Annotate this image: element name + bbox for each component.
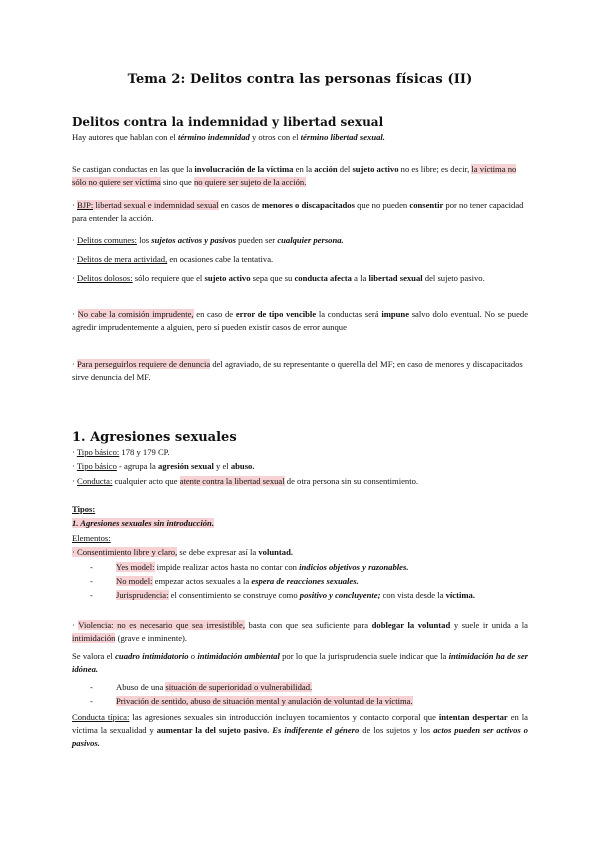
definition-paragraph: Se castigan conductas en las que la involucración de la víctima en la acción del sujeto activo no es libre; es decir, la víctima no sólo no quiere ser víctima sino que no quiere ser sujeto de la acción. bbox=[72, 164, 517, 187]
section-heading-agresiones: 1. Agresiones sexuales bbox=[72, 430, 237, 445]
bjp-paragraph: · BJP: libertad sexual e indemnidad sexual en casos de menores o discapacitados que no pueden consentir por no tener capacidad para entender la acción. bbox=[72, 200, 524, 223]
tipo-basico-2: · Tipo básico - agrupa la agresión sexual y el abuso. bbox=[72, 461, 255, 471]
consentimiento-paragraph: · Consentimiento libre y claro, se debe expresar así la voluntad. bbox=[72, 547, 294, 557]
subtype-heading: 1. Agresiones sexuales sin introducción. bbox=[72, 518, 214, 528]
intro-paragraph: Hay autores que hablan con el término indemnidad y otros con el término libertad sexual. bbox=[72, 132, 385, 142]
imprudente-paragraph: · No cabe la comisión imprudente, en caso de error de tipo vencible la conductas será impune salvo dolo eventual. No se puede agredir imprudentemente a alguien, pero sí pueden existir casos de error aunque bbox=[72, 309, 529, 332]
list-item-jurisprudencia: - Jurisprudencia: el consentimiento se construye como positivo y concluyente; con vista desde la víctima. bbox=[90, 590, 475, 600]
delitos-comunes-paragraph: · Delitos comunes: los sujetos activos y pasivos pueden ser cualquier persona. bbox=[72, 235, 344, 245]
delitos-dolosos-paragraph: · Delitos dolosos: sólo requiere que el sujeto activo sepa que su conducta afecta a la libertad sexual del sujeto pasivo. bbox=[72, 273, 485, 283]
section-heading-delitos: Delitos contra la indemnidad y libertad sexual bbox=[72, 115, 384, 129]
tipos-heading: Tipos: bbox=[72, 504, 96, 514]
denuncia-paragraph: · Para perseguirlos requiere de denuncia del agraviado, de su representante o querella del MF; en caso de menores y discapacitados sirve denuncia del MF. bbox=[72, 359, 523, 382]
document-page: Tema 2: Delitos contra las personas físicas (II) Delitos contra la indemnidad y libertad sexual Hay autores que hablan con el término indemnidad y otros con el término libertad sexual. Se castigan conductas en las que la involucración de la víctima en la acción del sujeto activo no es libre; es decir, la víctima no sólo no quiere ser víctima sino que no quiere ser sujeto de la acción. · BJP: libertad sexual e indemnidad sexual en casos de menores o discapacitados que no pueden consentir por no tener capacidad para entender la acción. · Delitos comunes: los sujetos activos y pasivos pueden ser cualquier persona. · Delitos de mera actividad, en ocasiones cabe la tentativa. · Delitos dolosos: sólo requiere que el sujeto activo sepa que su conducta afecta a la libertad sexual del sujeto pasivo. · No cabe la comisión imprudente, en caso de error de tipo vencible la conductas será impune salvo dolo eventual. No se puede agredir imprudentemente a alguien, pero sí pueden existir casos de error aunque · Para perseguirlos requiere de denuncia del agraviado, de su representante o querella del MF; en caso de menores y discapacitados sirve denuncia del MF. 1. Agresiones sexuales · Tipo básico: 178 y 179 CP. · Tipo básico - agrupa la agresión sexual y el abuso. · Conducta: cualquier acto que atente contra la libertad sexual de otra persona sin su consentimiento. Tipos: 1. Agresiones sexuales sin introducción. Elementos: · Consentimiento libre y claro, se debe expresar así la voluntad. - Yes model: impide realizar actos hasta no contar con indicios objetivos y razonables. - No model: empezar actos sexuales a la espera de reacciones sexuales. - Jurisprudencia: el consentimiento se construye como positivo y concluyente; con vista desde la víctima. · Violencia: no es necesario que sea irresistible, basta con que sea suficiente para doblegar la voluntad y suele ir unida a la intimidación (grave e inminente). Se valora el cuadro intimidatorio o intimidación ambiental por lo que la jurisprudencia suele indicar que la intimidación ha de ser idónea. - Abuso de una situación de superioridad o vulnerabilidad. - Privación de sentido, abuso de situación mental y anulación de voluntad de la víctima. Conducta típica: las agresiones sexuales sin introducción incluyen tocamientos y contacto corporal que intentan despertar en la víctima la sexualidad y aumentar la del sujeto pasivo. Es indiferente el género de los sujetos y los actos pueden ser activos o pasivos. bbox=[0, 0, 600, 848]
conducta-tipica-paragraph: Conducta típica: las agresiones sexuales sin introducción incluyen tocamientos y contacto corporal que intentan despertar en la víctima la sexualidad y aumentar la del sujeto pasivo. Es indiferente el género de los sujetos y los actos pueden ser activos o pasivos. bbox=[72, 712, 528, 748]
tipo-basico-1: · Tipo básico: 178 y 179 CP. bbox=[72, 447, 170, 457]
conducta-paragraph: · Conducta: cualquier acto que atente contra la libertad sexual de otra persona sin su consentimiento. bbox=[72, 476, 419, 486]
elementos-label: Elementos: bbox=[72, 533, 111, 543]
page-title: Tema 2: Delitos contra las personas físicas (II) bbox=[127, 72, 473, 87]
mera-actividad-paragraph: · Delitos de mera actividad, en ocasiones cabe la tentativa. bbox=[72, 254, 274, 264]
cuadro-paragraph: Se valora el cuadro intimidatorio o intimidación ambiental por lo que la jurisprudencia suele indicar que la intimidación ha de ser idónea. bbox=[72, 651, 528, 674]
violencia-paragraph: · Violencia: no es necesario que sea irresistible, basta con que sea suficiente para doblegar la voluntad y suele ir unida a la intimidación (grave e inminente). bbox=[72, 620, 528, 643]
